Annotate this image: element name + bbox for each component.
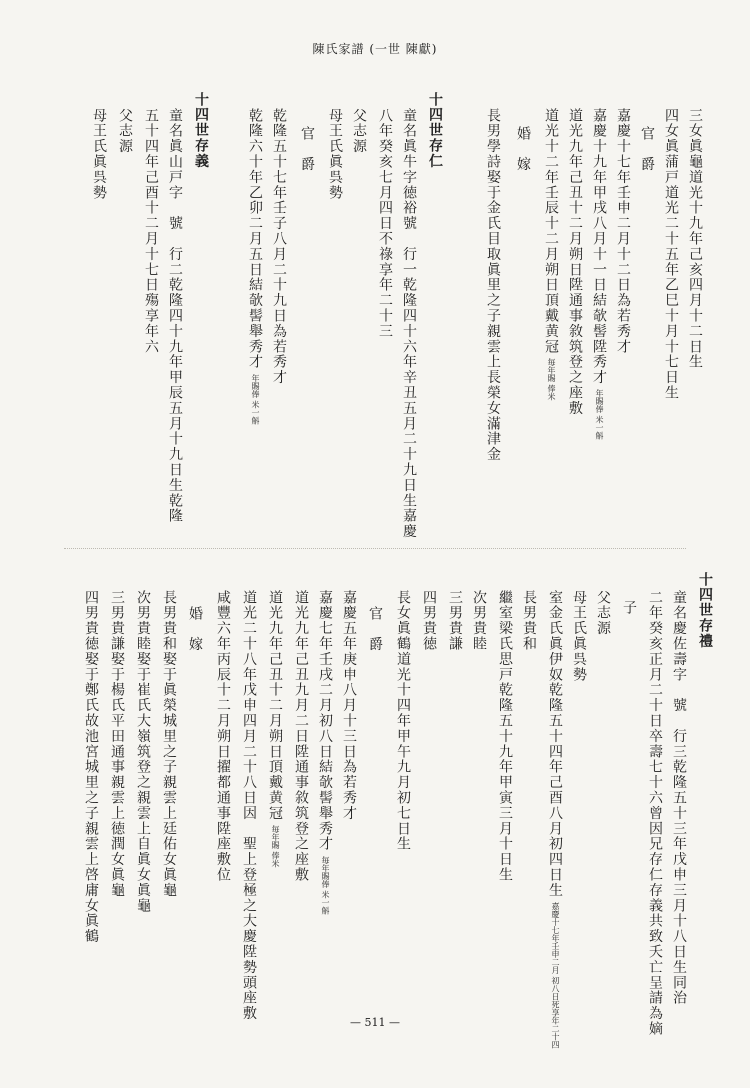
text-column: 乾隆六十年乙卯二月五日結欹髻舉秀才年賜俸 米一斛 — [247, 108, 263, 425]
text-column: 五十四年己酉十二月十七日殤享年六 — [143, 108, 159, 355]
text-column: 嘉慶五年庚申八月十三日為若秀才 — [341, 590, 357, 821]
text-column: 母王氏眞呉勢 — [571, 590, 587, 683]
text-column: 嘉慶十九年甲戌八月十一日結欹髻陞秀才年賜俸 米一斛 — [591, 108, 607, 440]
generation-heading: 十四世存仁 — [427, 92, 443, 169]
text-column: 童名眞牛字徳裕號 行一乾隆四十六年辛丑五月二十九日生嘉慶 — [401, 108, 417, 540]
page-number: — 511 — — [350, 1016, 400, 1029]
text-column: 童名慶佐壽字 號 行三乾隆五十三年戊申三月十八日生同治 — [671, 590, 687, 1006]
text-column: 母王氏眞呉勢 — [91, 108, 107, 201]
annotation-note: 毎年賜俸 米一斛 — [321, 855, 330, 915]
text-column: 次男貴睦 — [471, 590, 487, 652]
text-column: 長男學詩娶于金氏目取眞里之子親雲上長榮女滿津金 — [485, 108, 501, 463]
annotation-note: 毎年賜 俸米 — [547, 358, 556, 401]
text-column: 乾隆五十七年壬子八月二十九日為若秀才 — [271, 108, 287, 386]
section-divider — [64, 548, 686, 549]
text-column: 童名眞山戸字 號 行二乾隆四十九年甲辰五月十九日生乾隆 — [167, 108, 183, 524]
text-column: 道光九年己丑十二月朔日陞通事敘筑登之座敷 — [567, 108, 583, 416]
text-column: 父志源 — [351, 108, 367, 155]
text-column: 父志源 — [117, 108, 133, 155]
section-label: 婚 嫁 — [515, 126, 531, 173]
generation-heading: 十四世存義 — [193, 92, 209, 169]
text-column: 長女眞鶴道光十四年甲午九月初七日生 — [395, 590, 411, 852]
generation-heading: 十四世存禮 — [697, 572, 713, 649]
annotation-note: 年賜俸 米一斛 — [251, 373, 260, 425]
text-column: 長男貴和 — [521, 590, 537, 652]
section-label: 婚 嫁 — [187, 606, 203, 653]
annotation-note: 毎年賜 俸米 — [271, 825, 280, 868]
text-column: 嘉慶七年壬戌二月初八日結欹髻舉秀才毎年賜俸 米一斛 — [317, 590, 333, 915]
text-column: 母王氏眞呉勢 — [327, 108, 343, 201]
text-column: 長男貴和娶于眞榮城里之子親雲上廷佑女眞龜 — [161, 590, 177, 898]
text-column: 四女眞蒲戸道光二十五年乙巳十月十七日生 — [663, 108, 679, 401]
text-column: 子 — [621, 600, 637, 616]
section-label: 官 爵 — [639, 126, 655, 173]
text-column: 八年癸亥七月四日不祿享年二十三 — [377, 108, 393, 339]
section-label: 官 爵 — [367, 606, 383, 653]
text-column: 繼室梁氏思戸乾隆五十九年甲寅三月十日生 — [497, 590, 513, 883]
page-header: 陳氏家譜 (一世 陳獻) — [312, 42, 438, 56]
section-label: 官 爵 — [299, 126, 315, 173]
text-column: 道光九年己丑九月二日陞通事敘筑登之座敷 — [293, 590, 309, 883]
text-column: 道光二十八年戊申四月二十八日因 聖上登極之大慶陞勢頭座敷 — [241, 590, 257, 1022]
text-column: 三男貴謙娶于楊氏平田通事親雲上徳潤女眞龜 — [109, 590, 125, 898]
text-column: 四男貴徳娶于鄭氏故池宮城里之子親雲上啓庸女眞鶴 — [83, 590, 99, 945]
text-column: 室金氏眞伊奴乾隆五十四年己酉八月初四日生嘉慶十七年壬申二月 初八日死享年二十四 — [547, 590, 563, 1049]
annotation-note: 年賜俸 米一斛 — [595, 389, 604, 440]
text-column: 道光十二年壬辰十二月朔日頂戴黄冠毎年賜 俸米 — [543, 108, 559, 401]
text-column: 三女眞龜道光十九年己亥四月十二日生 — [687, 108, 703, 370]
text-column: 三男貴謙 — [447, 590, 463, 652]
annotation-note: 嘉慶十七年壬申二月 初八日死享年二十四 — [551, 902, 560, 1049]
text-column: 四男貴徳 — [421, 590, 437, 652]
text-column: 道光九年己丑十二月朔日頂戴黄冠毎年賜 俸米 — [267, 590, 283, 868]
text-column: 嘉慶十七年壬申二月十二日為若秀才 — [615, 108, 631, 355]
text-column: 二年癸亥正月二十日卒壽七十六曾因兄存仁存義共致夭亡呈請為嫡 — [647, 590, 663, 1037]
text-column: 父志源 — [595, 590, 611, 637]
text-column: 咸豐六年丙辰十二月朔日擢都通事陞座敷位 — [215, 590, 231, 883]
text-column: 次男貴睦娶于崔氏大嶺筑登之親雲上自眞女眞龜 — [135, 590, 151, 914]
